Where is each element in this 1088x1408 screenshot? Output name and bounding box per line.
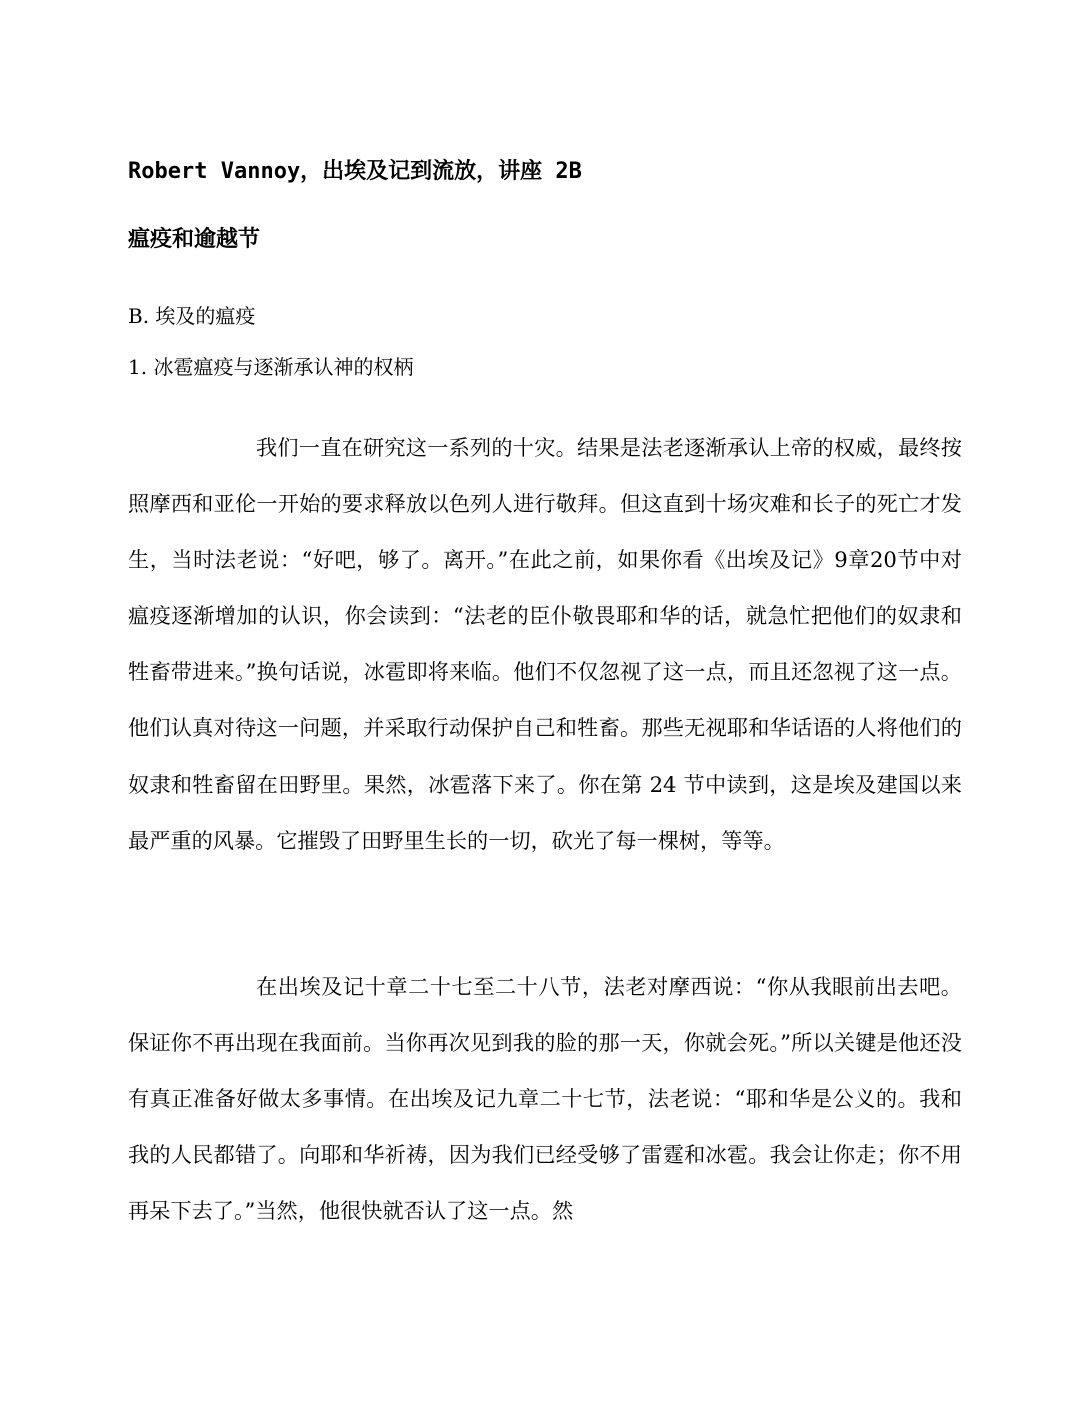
document-subtitle: 瘟疫和逾越节 xyxy=(128,227,261,252)
body-paragraph-1: 我们一直在研究这一系列的十灾。结果是法老逐渐承认上帝的权威，最终按照摩西和亚伦一开始的要求释放以色列人进行敬拜。但这直到十场灾难和长子的死亡才发生，当时法老说：“好吧，够了。离开。”在此之前，如果你看《出埃及记》9章20节中对瘟疫逐渐增加的认识，你会读到：“法老的臣仆敬畏耶和华的话，就急忙把他们的奴隶和牲畜带进来。”换句话说，冰雹即将来临。他们不仅忽视了这一点，而且还忽视了这一点。他们认真对待这一问题，并采取行动保护自己和牲畜。那些无视耶和华话语的人将他们的奴隶和牲畜留在田野里。果然，冰雹落下来了。你在第 24 节中读到，这是埃及建国以来最严重的风暴。它摧毁了田野里生长的一切，砍光了每一棵树，等等。 xyxy=(128,435,962,853)
body-paragraph-2: 在出埃及记十章二十七至二十八节，法老对摩西说：“你从我眼前出去吧。保证你不再出现在我面前。当你再次见到我的脸的那一天，你就会死。”所以关键是他还没有真正准备好做太多事情。在出埃及记九章二十七节，法老说：“耶和华是公义的。我和我的人民都错了。向耶和华祈祷，因为我们已经受够了雷霆和冰雹。我会让你走；你不用再呆下去了。”当然，他很快就否认了这一点。然 xyxy=(128,974,962,1224)
document-title: Robert Vannoy，出埃及记到流放，讲座 2B xyxy=(128,159,582,184)
section-heading: B. 埃及的瘟疫 xyxy=(128,304,256,328)
subsection-heading: 1. 冰雹瘟疫与逐渐承认神的权柄 xyxy=(128,355,414,379)
